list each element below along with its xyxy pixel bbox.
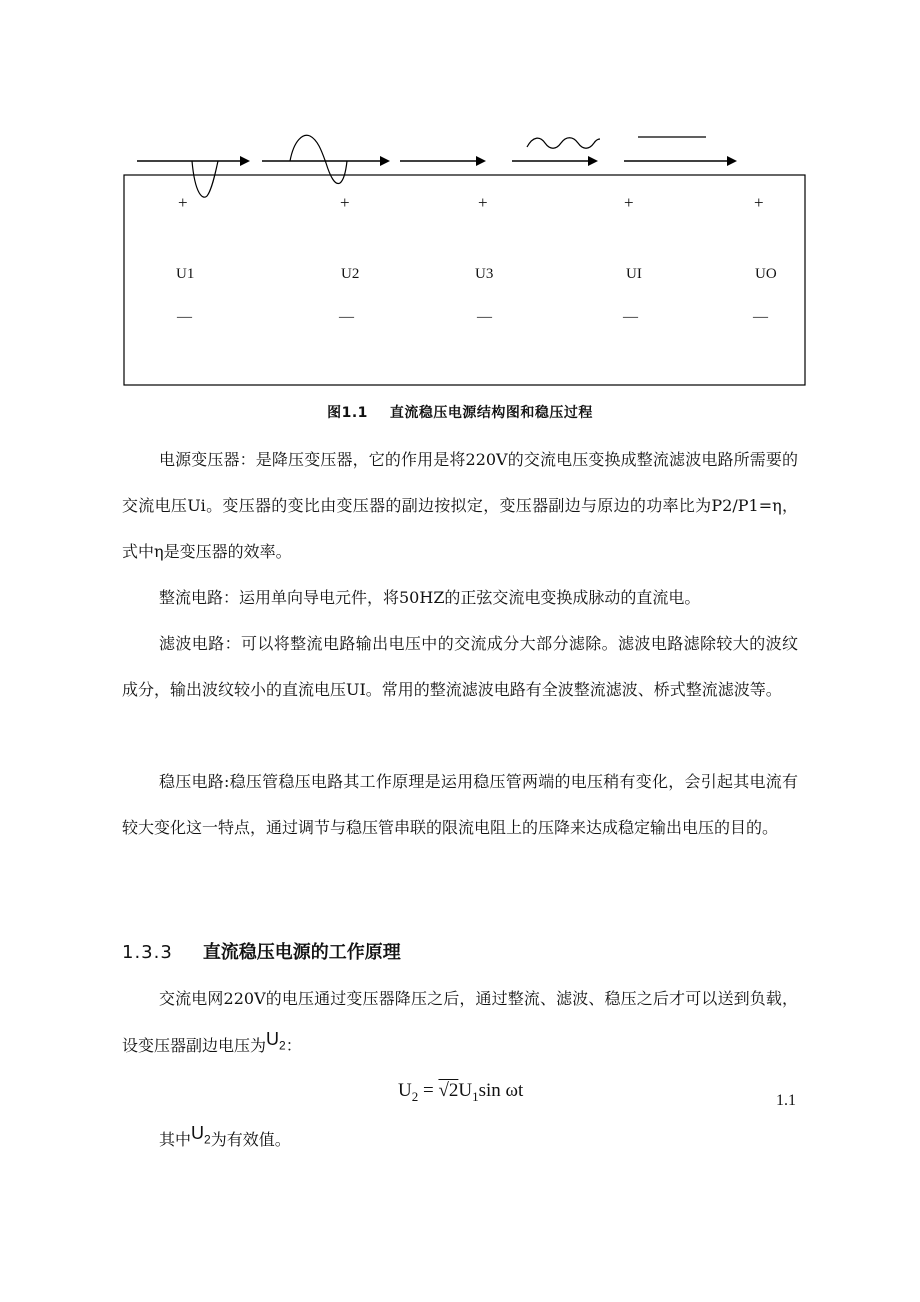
- variable-u2-base: U: [266, 1029, 280, 1049]
- circuit-block-diagram: [0, 0, 920, 400]
- formula-tail: sin ωt: [478, 1080, 524, 1101]
- half-wave-dip: [192, 161, 218, 197]
- figure-number: 图1.1: [327, 405, 368, 421]
- node-uo-label: UO: [755, 266, 777, 282]
- paragraph-regulator: 稳压电路:稳压管稳压电路其工作原理是运用稳压管两端的电压稍有变化，会引起其电流有较大变化这一特点，通过调节与稳压管串联的限流电阻上的压降来达成稳定输出电压的目的。: [122, 772, 798, 837]
- variable-u2: [266, 1029, 286, 1053]
- section-heading: [122, 938, 401, 964]
- formula-u1: U: [458, 1080, 473, 1101]
- node-u1-plus: +: [178, 193, 188, 212]
- formula-lhs-sub: 2: [411, 1088, 419, 1104]
- section-number: 1.3.3: [122, 942, 173, 963]
- paragraph-note: [122, 1116, 798, 1169]
- node-u2-minus: —: [339, 309, 354, 325]
- sine-wave: [290, 135, 347, 183]
- node-u3-minus: —: [477, 309, 492, 325]
- node-u3-label: U3: [475, 266, 494, 282]
- ripple-wave: [527, 138, 600, 149]
- variable-u2-note: [191, 1123, 211, 1147]
- variable-u2-note-base: U: [191, 1123, 205, 1143]
- formula-equals: =: [418, 1080, 439, 1101]
- node-u2-label: U2: [341, 266, 360, 282]
- figure-caption: [0, 402, 920, 422]
- figure-title: 直流稳压电源结构图和稳压过程: [389, 405, 593, 421]
- note-prefix: 其中: [159, 1130, 192, 1149]
- node-u1-label: U1: [176, 266, 195, 282]
- node-ui-plus: +: [624, 193, 634, 212]
- formula-lhs: U: [398, 1080, 412, 1101]
- arrow-3: [400, 156, 486, 166]
- equation-number: 1.1: [776, 1092, 796, 1109]
- diagram-frame: [124, 175, 805, 385]
- variable-u2-sub: 2: [279, 1038, 286, 1053]
- node-ui-minus: —: [623, 309, 638, 325]
- principle-text: 交流电网220V的电压通过变压器降压之后，通过整流、滤波、稳压之后才可以送到负载，设变压器副边电压为: [122, 989, 798, 1055]
- arrow-5: [624, 156, 737, 166]
- note-suffix: 为有效值。: [210, 1130, 291, 1149]
- formula-sqrt: √2: [438, 1080, 459, 1101]
- paragraph-filter: 滤波电路：可以将整流电路输出电压中的交流成分大部分滤除。滤波电路滤除较大的波纹成分，输出波纹较小的直流电压UI。常用的整流滤波电路有全波整流滤波、桥式整流滤波等。: [122, 634, 798, 699]
- arrow-1: [137, 156, 250, 166]
- section-title: 直流稳压电源的工作原理: [202, 942, 401, 963]
- node-ui-label: UI: [626, 266, 642, 282]
- formula-u1-sub: 1: [472, 1088, 479, 1104]
- arrow-4: [512, 156, 598, 166]
- paragraph-principle: [122, 976, 798, 1075]
- node-uo-minus: —: [753, 309, 768, 325]
- formula-1-1: [398, 1080, 523, 1105]
- node-u2-plus: +: [340, 193, 350, 212]
- principle-colon: ：: [285, 1036, 302, 1055]
- variable-u2-note-sub: 2: [204, 1132, 211, 1147]
- node-uo-plus: +: [754, 193, 764, 212]
- paragraph-transformer: 电源变压器：是降压变压器，它的作用是将220V的交流电压变换成整流滤波电路所需要的交流电压Ui。变压器的变比由变压器的副边按拟定，变压器副边与原边的功率比为P2/P1=η，式中η是变压器的效率。: [122, 450, 798, 561]
- node-u1-minus: —: [177, 309, 192, 325]
- node-u3-plus: +: [478, 193, 488, 212]
- paragraph-rectifier: 整流电路：运用单向导电元件，将50HZ的正弦交流电变换成脉动的直流电。: [159, 588, 701, 607]
